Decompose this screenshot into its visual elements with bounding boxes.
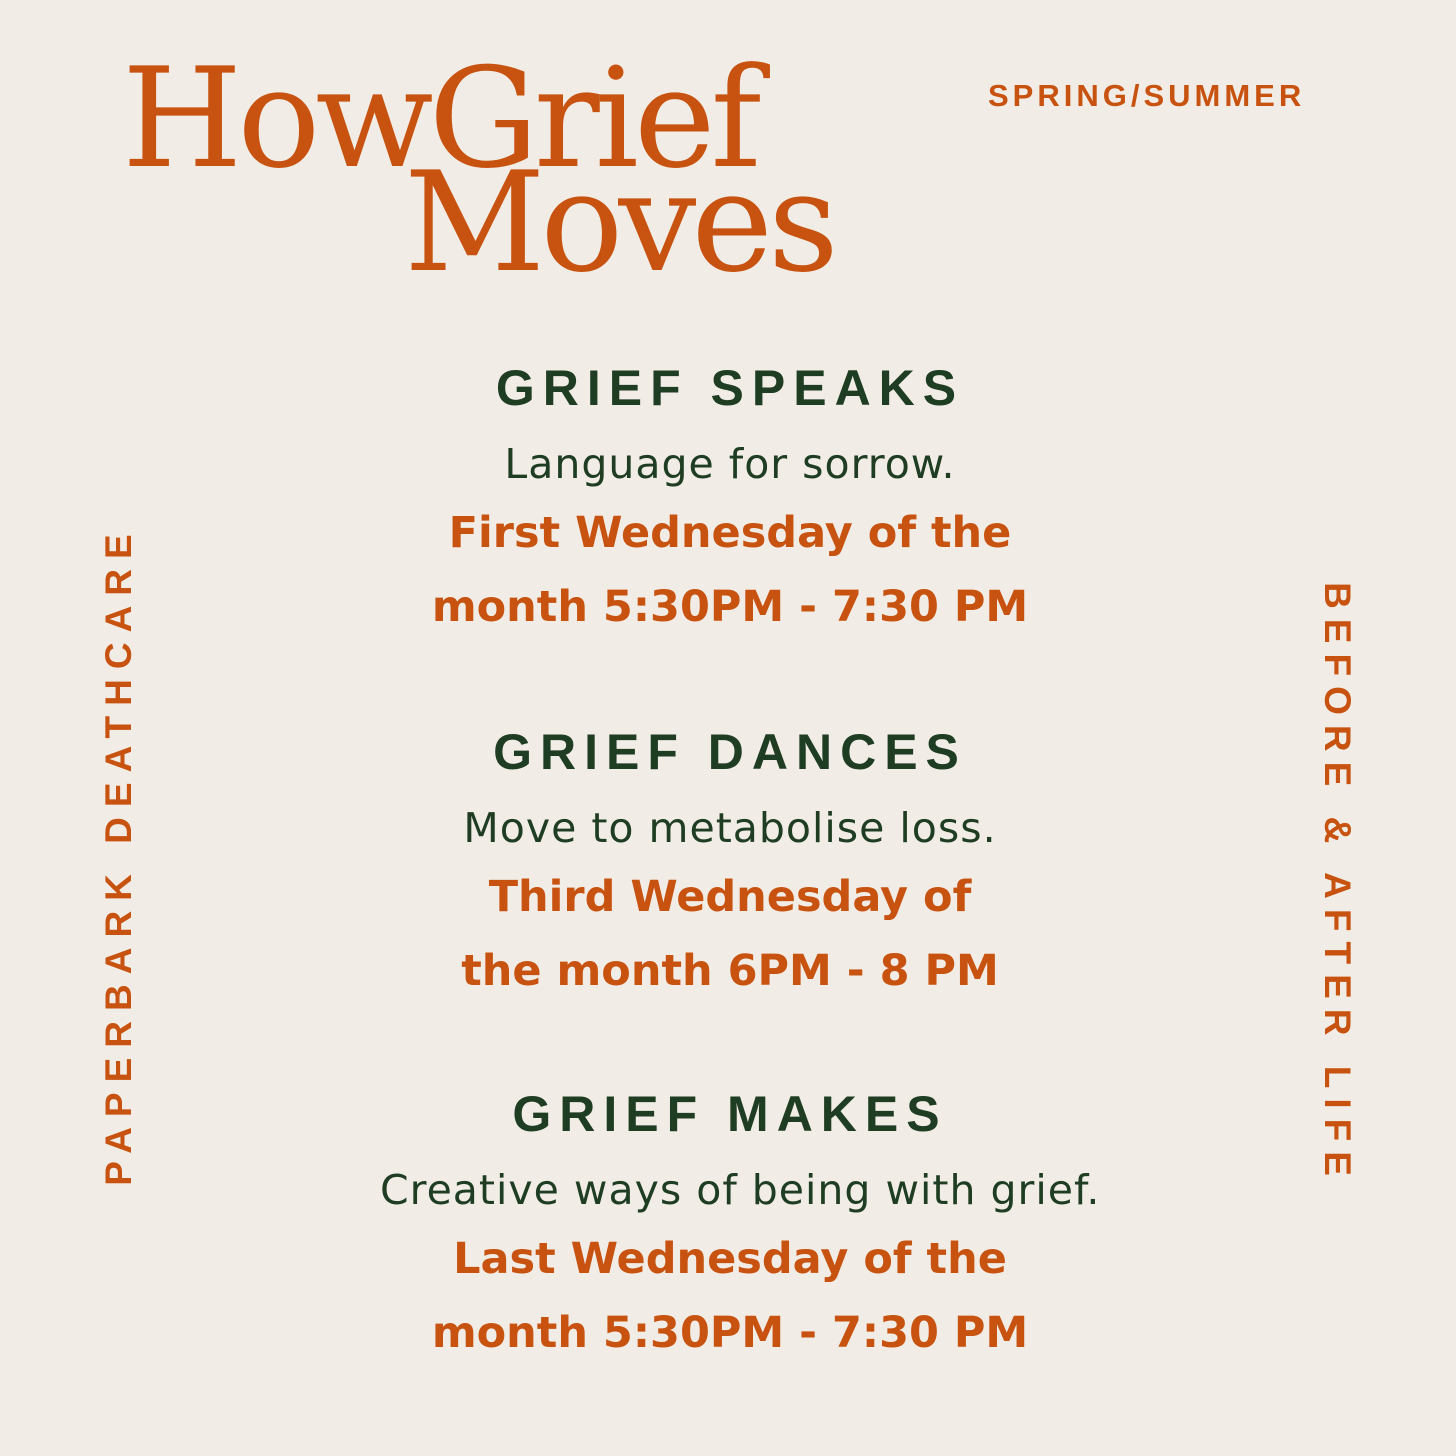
session-time [380,496,1080,644]
session-description: Creative ways of being with grief. [380,1166,1101,1214]
session-time-line1: First Wednesday of the [448,508,1012,558]
session-name: GRIEF DANCES [493,724,967,780]
session-time-line2: month 5:30PM - 7:30 PM [431,582,1029,632]
session-time-line1: Third Wednesday of [488,872,972,922]
title-how-grief: HowGrief [122,38,757,199]
session-name: GRIEF MAKES [512,1086,948,1142]
session-name: GRIEF SPEAKS [495,360,965,416]
side-label-right: BEFORE & AFTER LIFE [1317,582,1358,1186]
session-time-line1: Last Wednesday of the [453,1234,1007,1284]
session-grief-makes [380,1084,1101,1370]
title-moves: Moves [404,142,834,303]
session-grief-speaks [380,358,1080,644]
session-time-line2: the month 6PM - 8 PM [461,946,999,996]
session-description: Move to metabolise loss. [463,804,997,852]
session-time [380,1222,1080,1370]
session-time-line2: month 5:30PM - 7:30 PM [431,1308,1029,1358]
session-time [380,860,1080,1008]
session-grief-dances [380,722,1080,1008]
season-label: SPRING/SUMMER [988,78,1306,113]
session-description: Language for sorrow. [504,440,956,488]
side-label-left: PAPERBARK DEATHCARE [98,524,139,1186]
